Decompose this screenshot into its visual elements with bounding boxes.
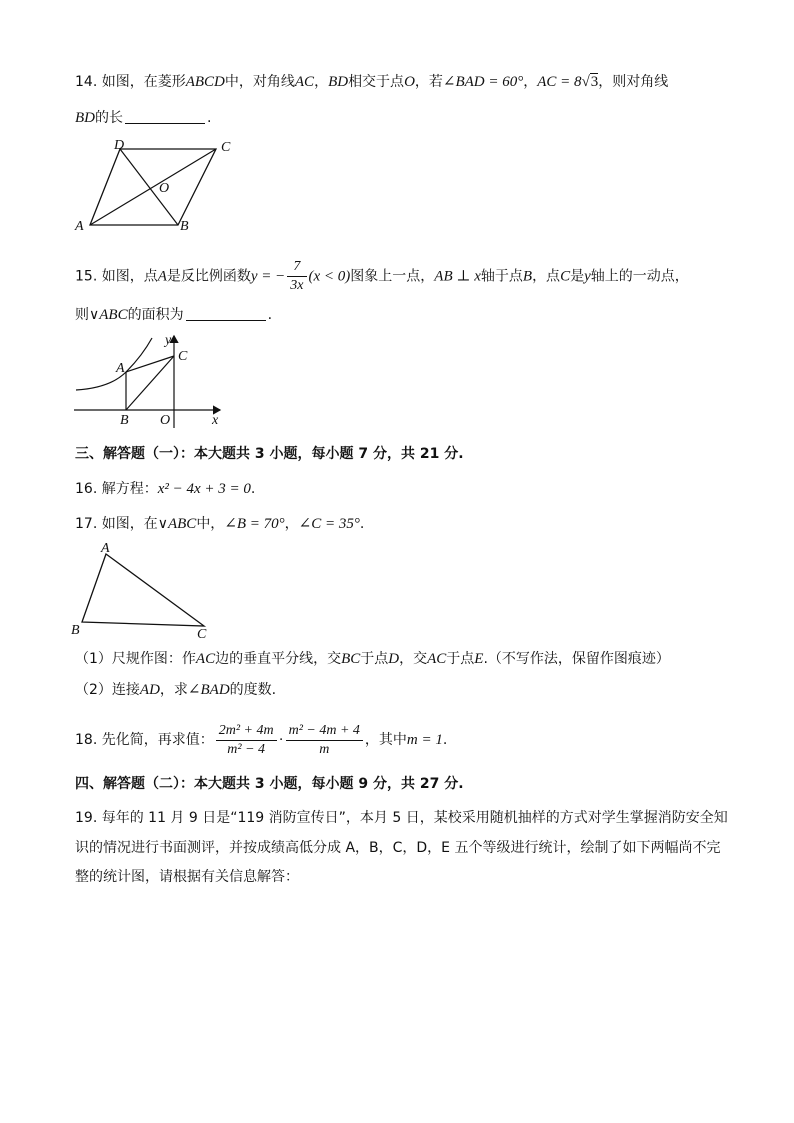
math: O (404, 74, 415, 90)
q17-part1 (75, 649, 670, 669)
question-number: 14. (75, 74, 98, 90)
math: AC = 8 (537, 74, 582, 90)
text: . (207, 110, 212, 126)
text: 中，对角线 (224, 74, 295, 90)
fraction (287, 258, 306, 295)
text: 如图，点 (101, 268, 158, 285)
math: 3 (590, 74, 599, 90)
fraction-1 (216, 722, 277, 759)
text: 的度数. (229, 682, 277, 698)
rhombus-figure (70, 135, 250, 235)
label-O: O (159, 181, 170, 196)
text: 是反比例函数 (166, 268, 251, 285)
label-D: D (114, 138, 125, 153)
text: ，点 (532, 268, 561, 285)
text: . (267, 307, 273, 323)
math: E (474, 651, 484, 667)
math: BD (328, 74, 349, 90)
text: 先化简，再求值： (101, 732, 214, 748)
question-number: 15. (75, 268, 98, 285)
triangle-figure (68, 540, 218, 640)
text: 如图，在菱形 (101, 74, 186, 90)
text: 是 (570, 268, 585, 285)
q14-line2 (75, 108, 211, 128)
text: 轴于点 (480, 268, 523, 285)
frac-den: m² − 4 (227, 741, 266, 757)
math: AB ⊥ x (434, 268, 481, 285)
math: ABCD (185, 74, 225, 90)
label-B: B (71, 623, 80, 638)
q17-part2 (75, 680, 276, 700)
math: ∠B = 70° (224, 516, 285, 532)
text: .（不写作法，保留作图痕迹） (483, 651, 670, 667)
question-number: 16. (75, 481, 98, 497)
q17-line (75, 514, 364, 534)
text: ， (523, 74, 538, 90)
label-B: B (180, 219, 189, 234)
text: ，若 (414, 74, 443, 90)
text: 解方程： (101, 481, 158, 497)
math: ∠BAD (187, 682, 230, 698)
math: AC (195, 651, 216, 667)
q19-line1: 19. 每年的 11 月 9 日是“119 消防宣传日”，本月 5 日，某校采用随机抽样的方式对学生掌握消防安全知 (75, 810, 728, 826)
label-C: C (197, 627, 207, 640)
math: y = − (250, 268, 286, 285)
text: ，求 (159, 682, 188, 698)
label-y: y (165, 333, 172, 348)
text: 的面积为 (127, 307, 184, 323)
q15-line2 (75, 305, 272, 325)
text: ， (314, 74, 329, 90)
math: B (522, 268, 533, 285)
math: BD (75, 110, 95, 126)
math: x² − 4x + 3 = 0 (157, 481, 251, 497)
math: D (388, 651, 400, 667)
frac-num: 2m² + 4m (216, 722, 277, 741)
question-number: 17. (75, 516, 98, 532)
question-number: 18. (75, 732, 98, 748)
label-B: B (120, 413, 129, 428)
text: 图象上一点， (350, 268, 435, 285)
text: 边的垂直平分线，交 (215, 651, 342, 667)
math: AD (139, 682, 160, 698)
math: ∠C = 35° (298, 516, 360, 532)
q18-line (75, 718, 447, 762)
answer-blank[interactable] (186, 306, 266, 321)
text: ， (284, 516, 299, 532)
math: ABC (167, 516, 197, 532)
text: 中， (196, 516, 225, 532)
math: (x < 0) (308, 268, 351, 285)
text: （2）连接 (75, 682, 140, 698)
label-A: A (101, 541, 110, 556)
section-3-title: 三、解答题（一）：本大题共 3 小题，每小题 7 分，共 21 分. (75, 446, 464, 462)
frac-den: m (319, 741, 330, 757)
math: AC (294, 74, 315, 90)
text: 的长 (95, 110, 123, 126)
math: AC (427, 651, 447, 667)
text: 于点 (360, 651, 389, 667)
math: BC (341, 651, 361, 667)
q19-line2: 识的情况进行书面测评，并按成绩高低分成 A，B，C，D，E 五个等级进行统计，绘制了如下两幅尚不完 (75, 840, 721, 856)
label-x: x (212, 413, 219, 428)
section-4-title: 四、解答题（二）：本大题共 3 小题，每小题 9 分，共 27 分. (75, 776, 464, 792)
label-O: O (160, 413, 171, 428)
label-A: A (75, 219, 84, 234)
math: ABC (99, 307, 128, 323)
text: . (359, 516, 365, 532)
text: 相交于点 (348, 74, 405, 90)
frac-num: m² − 4m + 4 (286, 722, 363, 741)
q16-line (75, 479, 255, 499)
math: m = 1 (406, 732, 443, 748)
label-C: C (178, 349, 188, 364)
text: （1）尺规作图：作 (75, 651, 196, 667)
text: ，则对角线 (598, 74, 669, 90)
label-A: A (116, 361, 125, 376)
hyperbola-figure (70, 330, 230, 430)
text: ，其中 (364, 732, 407, 748)
text: 轴上的一动点， (590, 268, 689, 285)
frac-num: 7 (287, 258, 306, 277)
math: ∠BAD = 60° (442, 74, 524, 90)
answer-blank[interactable] (125, 109, 205, 124)
math: C (560, 268, 571, 285)
math: A (157, 268, 167, 285)
math: · (278, 732, 284, 748)
label-C: C (221, 140, 231, 155)
math: y (584, 268, 591, 285)
text: . (250, 481, 256, 497)
text: 则∨ (75, 307, 100, 323)
text: . (442, 732, 448, 748)
text: 如图，在∨ (101, 516, 168, 532)
text: 于点 (446, 651, 475, 667)
frac-den: 3x (290, 278, 304, 293)
fraction-2 (286, 722, 363, 759)
q19-line3: 整的统计图，请根据有关信息解答： (75, 869, 299, 885)
q15-line1 (75, 258, 689, 295)
q14-line1: 14. 如图，在菱形ABCD中，对角线AC，BD相交于点O，若∠BAD = 60°，AC = 8√3，则对角线 (75, 74, 669, 90)
text: ，交 (399, 651, 428, 667)
